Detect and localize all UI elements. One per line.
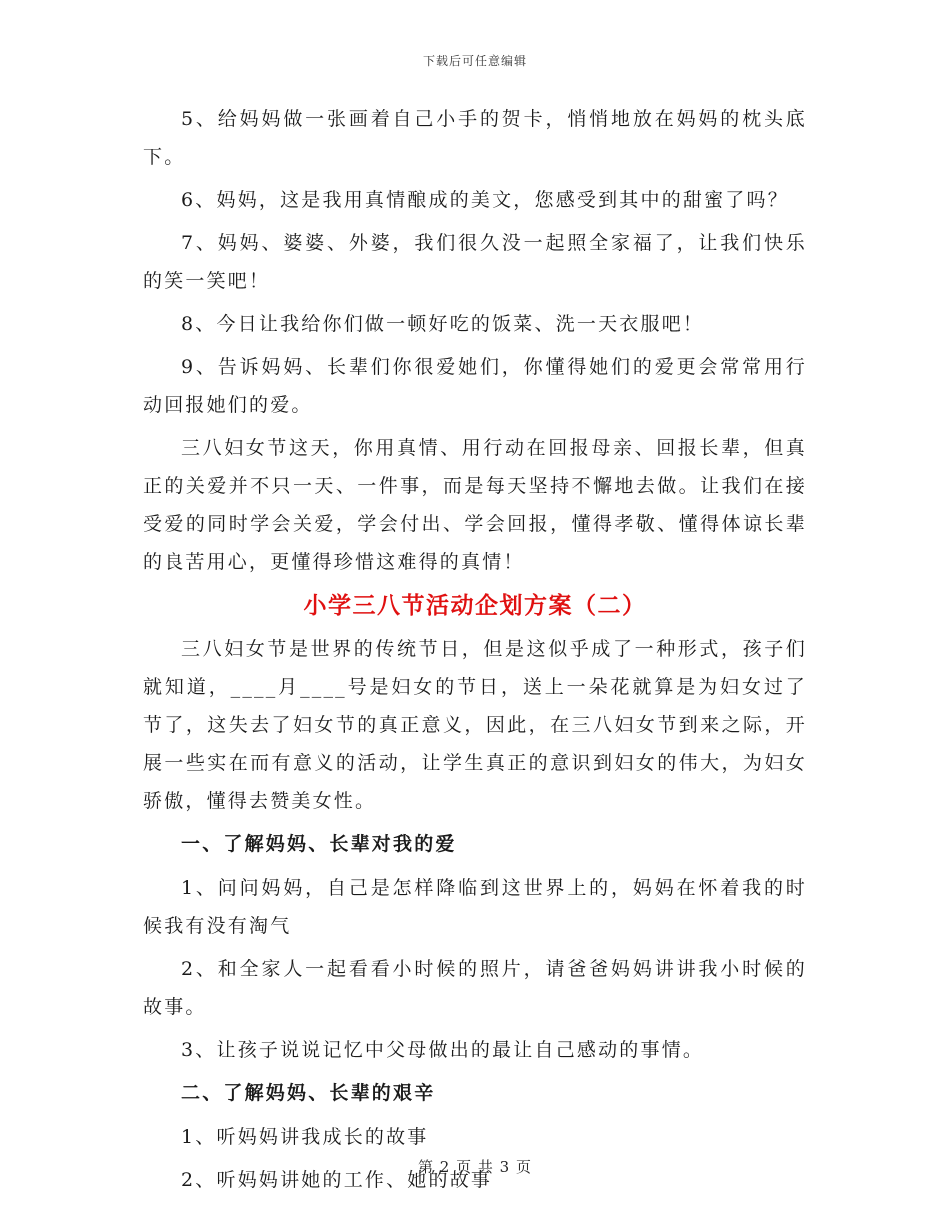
paragraph-item-6: 6、妈妈，这是我用真情酿成的美文，您感受到其中的甜蜜了吗？ (181, 189, 789, 211)
page-number: 第 2 页 共 3 页 (418, 1158, 532, 1176)
list-item-1-3: 3、让孩子说说记忆中父母做出的最让自己感动的事情。 (181, 1039, 705, 1061)
list-item-1-2: 2、和全家人一起看看小时候的照片，请爸爸妈妈讲讲我小时候的故事。 (143, 958, 807, 1018)
paragraph-conclusion: 三八妇女节这天，你用真情、用行动在回报母亲、回报长辈，但真正的关爱并不只一天、一件事，而是每天坚持不懈地去做。让我们在接受爱的同时学会关爱，学会付出、学会回报，懂得孝敬、懂得体谅长辈的良苦用心，更懂得珍惜这难得的真情！ (143, 437, 807, 573)
heading-part-one: 一、了解妈妈、长辈对我的爱 (181, 833, 457, 855)
heading-part-two: 二、了解妈妈、长辈的艰辛 (181, 1082, 436, 1104)
paragraph-item-8: 8、今日让我给你们做一顿好吃的饭菜、洗一天衣服吧！ (181, 313, 705, 335)
list-item-2-1: 1、听妈妈讲我成长的故事 (181, 1126, 429, 1148)
list-item-2-2: 2、听妈妈讲她的工作、她的故事 (181, 1169, 493, 1191)
paragraph-item-5: 5、给妈妈做一张画着自己小手的贺卡，悄悄地放在妈妈的枕头底下。 (143, 108, 807, 168)
paragraph-item-9: 9、告诉妈妈、长辈们你很爱她们，你懂得她们的爱更会常常用行动回报她们的爱。 (143, 356, 807, 416)
paragraph-item-7: 7、妈妈、婆婆、外婆，我们很久没一起照全家福了，让我们快乐的笑一笑吧！ (143, 232, 807, 292)
section-title: 小学三八节活动企划方案（二） (303, 592, 647, 619)
paragraph-intro: 三八妇女节是世界的传统节日，但是这似乎成了一种形式，孩子们就知道，____月____号是妇女的节日，送上一朵花就算是为妇女过了节了，这失去了妇女节的真正意义，因此，在三八妇女节到来之际，开展一些实在而有意义的活动，让学生真正的意识到妇女的伟大，为妇女骄傲，懂得去赞美女性。 (143, 638, 807, 812)
list-item-1-1: 1、问问妈妈，自己是怎样降临到这世界上的，妈妈在怀着我的时候我有没有淘气 (143, 877, 807, 937)
document-body (143, 100, 807, 1204)
header-note: 下载后可任意编辑 (422, 54, 527, 68)
